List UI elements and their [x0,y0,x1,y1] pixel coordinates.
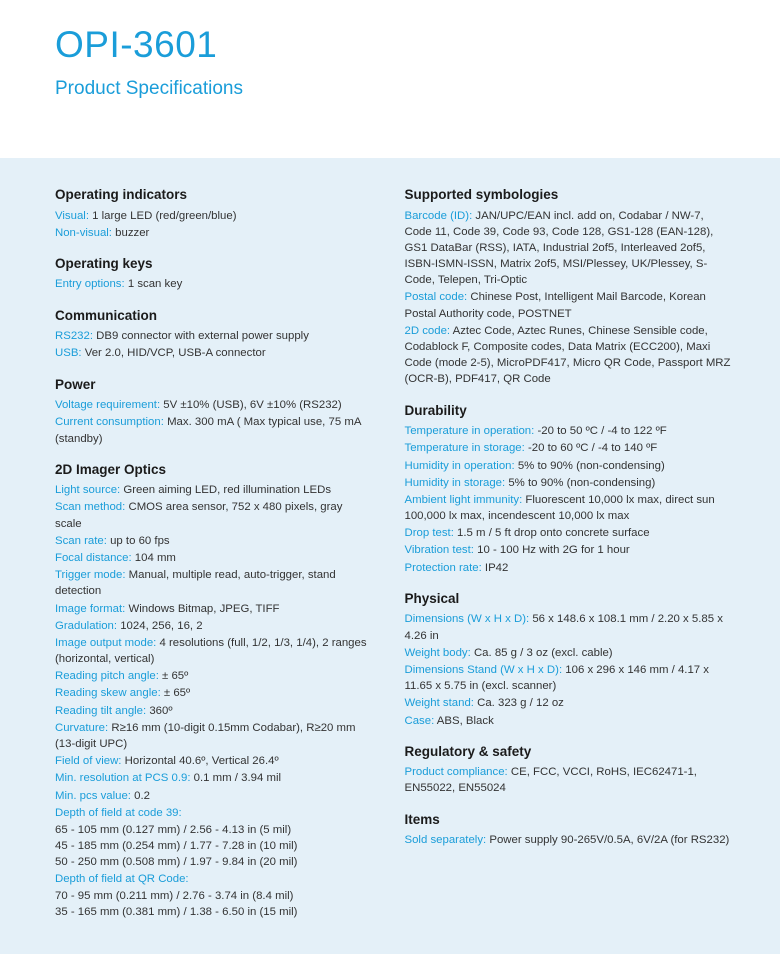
spec-label: Current consumption: [55,416,164,429]
spec-value: 5% to 90% (non-condensing) [514,459,665,472]
spec-label: Dimensions (W x H x D): [404,613,530,626]
spec-value: buzzer [111,226,150,239]
spec-section-heading: Durability [404,402,467,418]
spec-value: Manual, multiple read, auto-trigger, stand detection [55,569,336,598]
spec-line [405,525,735,541]
spec-label: Temperature in storage: [404,442,525,455]
spec-line [55,345,371,361]
spec-line [55,225,371,241]
spec-line [55,414,371,446]
spec-section-heading: Operating indicators [55,187,188,202]
spec-value: 0.1 mm / 3.94 mil [190,772,282,785]
spec-label: Dimensions Stand (W x H x D): [404,663,563,676]
spec-value: IP42 [481,561,509,574]
spec-section-heading: Power [55,376,96,392]
spec-value: 1.5 m / 5 ft drop onto concrete surface [453,527,650,540]
spec-line [405,475,735,491]
spec-value: -20 to 50 ºC / -4 to 122 ºF [534,425,667,438]
spec-section [405,743,735,797]
spec-value: Max. 300 mA ( Max typical use, 75 mA (standby) [55,416,361,445]
spec-section-heading: Supported symbologies [404,187,559,202]
spec-value: 10 - 100 Hz with 2G for 1 hour [473,544,630,557]
spec-label: Reading pitch angle: [55,670,159,683]
spec-value: ± 65º [160,687,191,700]
spec-line [55,618,371,634]
spec-line [55,567,371,599]
spec-value: Windows Bitmap, JPEG, TIFF [125,602,280,615]
spec-line [55,482,371,498]
spec-value: 106 x 296 x 146 mm / 4.17 x 11.65 x 5.75 in (excl. scanner) [404,663,710,693]
spec-line [55,770,371,786]
spec-value: Aztec Code, Aztec Runes, Chinese Sensible code, Codablock F, Composite codes, Data Matrix (ECC200), Maxi Code (mode 2-5), MicroPDF417, Micro QR Code, Passport MRZ (OCR-B), PDF417, QR Code [404,324,731,386]
spec-value: DB9 connector with external power supply [93,330,309,343]
spec-line [55,533,371,549]
spec-label: Reading skew angle: [55,687,161,700]
spec-label: Humidity in operation: [404,459,515,472]
spec-label: Weight stand: [404,697,474,710]
right-column [395,186,735,934]
page-header [0,0,780,158]
spec-value: CMOS area sensor, 752 x 480 pixels, gray scale [55,501,343,530]
spec-line [405,645,735,661]
spec-line [55,871,371,887]
spec-label: Min. pcs value: [55,789,131,802]
spec-value: ABS, Black [434,714,494,727]
spec-line [405,695,735,711]
spec-line [405,764,735,796]
spec-line [405,832,735,848]
spec-line [55,635,371,667]
spec-continuation-line: 45 - 185 mm (0.254 mm) / 1.77 - 7.28 in (10 mil) [55,840,298,853]
spec-value: ± 65º [158,670,189,683]
spec-section [55,255,371,293]
spec-line [55,668,371,684]
left-column [55,186,395,934]
spec-label: RS232: [55,330,93,343]
spec-label: Postal code: [404,291,468,304]
specifications-panel [0,158,780,954]
spec-continuation-line: 65 - 105 mm (0.127 mm) / 2.56 - 4.13 in (5 mil) [55,823,292,836]
spec-value: Ca. 85 g / 3 oz (excl. cable) [470,646,613,659]
spec-label: Voltage requirement: [55,399,161,412]
spec-section-heading: Communication [55,307,158,323]
spec-section [405,811,735,849]
spec-section [55,376,371,447]
spec-value: 104 mm [131,551,176,564]
spec-line [55,328,371,344]
page-title: OPI-3601 [55,24,218,65]
spec-line [405,440,735,456]
spec-value: Power supply 90-265V/0.5A, 6V/2A (for RS232) [486,834,730,847]
spec-section-heading: Physical [404,590,460,606]
spec-label: Focal distance: [55,551,132,564]
spec-line [405,289,735,321]
spec-line [55,753,371,769]
spec-value: 1024, 256, 16, 2 [117,619,203,632]
spec-label: Temperature in operation: [404,425,535,438]
spec-label: Sold separately: [404,834,487,847]
spec-line [405,208,735,289]
spec-line [405,323,735,388]
spec-value: JAN/UPC/EAN incl. add on, Codabar / NW-7, Code 11, Code 39, Code 93, Code 128, GS1-128 (EAN-128), GS1 DataBar (RSS), IATA, Industrial 2of5, Interleaved 2of5, ISBN-ISMN-ISSN, Matrix 2of5, MSI/Plessey, UK/Plessey, S-Code, Telepen, Tri-Optic [404,209,714,287]
spec-label: Non-visual: [55,226,112,239]
spec-line [55,276,371,292]
spec-value: 5% to 90% (non-condensing) [505,476,656,489]
spec-section [55,307,371,362]
spec-line [55,720,371,752]
spec-value: 56 x 148.6 x 108.1 mm / 2.20 x 5.85 x 4.26 in [404,613,723,642]
spec-section-heading: 2D Imager Optics [55,461,167,477]
spec-label: Scan method: [55,501,126,514]
spec-line [405,662,735,694]
spec-line [405,542,735,558]
spec-continuation-line: 50 - 250 mm (0.508 mm) / 1.97 - 9.84 in (20 mil) [55,856,298,869]
spec-line [55,550,371,566]
spec-label: Image format: [55,602,126,615]
spec-section-heading: Items [404,811,440,827]
spec-label: Field of view: [55,755,122,768]
spec-value: CE, FCC, VCCI, RoHS, IEC62471-1, EN55022, EN55024 [404,766,697,795]
spec-label: 2D code: [404,324,451,337]
spec-label: Ambient light immunity: [404,493,523,506]
spec-line [55,208,371,224]
spec-label: USB: [55,347,82,360]
spec-label: Protection rate: [404,561,482,574]
spec-label: Vibration test: [404,544,474,557]
spec-section-heading: Regulatory & safety [404,743,532,759]
spec-value: Ca. 323 g / 12 oz [473,697,564,710]
spec-line [55,788,371,804]
spec-line [405,611,735,643]
spec-value: Fluorescent 10,000 lx max, direct sun 100,000 lx max, incendescent 10,000 lx max [404,493,715,523]
spec-label: Weight body: [404,646,471,659]
spec-value: Horizontal 40.6º, Vertical 26.4º [121,755,279,768]
spec-value: Chinese Post, Intelligent Mail Barcode, Korean Postal Authority code, POSTNET [404,291,706,320]
spec-line [55,685,371,701]
spec-label: Light source: [55,484,121,497]
spec-line [55,601,371,617]
spec-label: Depth of field at QR Code: [55,872,189,885]
spec-label: Scan rate: [55,534,107,547]
spec-label: Reading tilt angle: [55,704,147,717]
spec-value: 4 resolutions (full, 1/2, 1/3, 1/4), 2 ranges (horizontal, vertical) [55,636,367,666]
spec-section [55,186,371,241]
spec-value: 5V ±10% (USB), 6V ±10% (RS232) [160,399,342,412]
spec-value: 1 scan key [124,278,183,291]
spec-label: Visual: [55,209,89,222]
spec-line [55,499,371,531]
spec-line [405,423,735,439]
spec-value: R≥16 mm (10-digit 0.15mm Codabar), R≥20 mm (13-digit UPC) [55,721,356,751]
spec-value: 360º [146,704,173,717]
spec-line [55,397,371,413]
spec-label: Entry options: [55,278,125,291]
spec-label: Product compliance: [404,766,508,779]
spec-label: Trigger mode: [55,569,126,582]
spec-section [405,590,735,729]
spec-value: Green aiming LED, red illumination LEDs [120,484,332,497]
spec-label: Humidity in storage: [404,476,506,489]
spec-section [55,461,371,920]
spec-label: Curvature: [55,721,109,734]
spec-line [405,713,735,729]
spec-line [405,458,735,474]
page-subtitle: Product Specifications [55,78,243,100]
spec-label: Gradulation: [55,619,118,632]
spec-continuation-line: 35 - 165 mm (0.381 mm) / 1.38 - 6.50 in (15 mil) [55,905,298,918]
spec-label: Drop test: [404,527,454,540]
spec-label: Image output mode: [55,636,157,649]
spec-line [405,560,735,576]
spec-line [55,805,371,821]
spec-line [55,703,371,719]
spec-label: Depth of field at code 39: [55,806,182,819]
spec-value: Ver 2.0, HID/VCP, USB-A connector [81,347,266,360]
spec-section [405,402,735,576]
spec-value: up to 60 fps [106,534,170,547]
spec-continuation-line: 70 - 95 mm (0.211 mm) / 2.76 - 3.74 in (8.4 mil) [55,889,294,902]
spec-value: 1 large LED (red/green/blue) [88,209,237,222]
spec-label: Case: [404,714,435,727]
spec-section-heading: Operating keys [55,255,153,271]
spec-line [405,492,735,524]
spec-label: Min. resolution at PCS 0.9: [55,772,191,785]
spec-section [405,186,735,388]
spec-value: -20 to 60 ºC / -4 to 140 ºF [524,442,658,455]
spec-label: Barcode (ID): [404,209,473,222]
spec-value: 0.2 [130,789,150,802]
